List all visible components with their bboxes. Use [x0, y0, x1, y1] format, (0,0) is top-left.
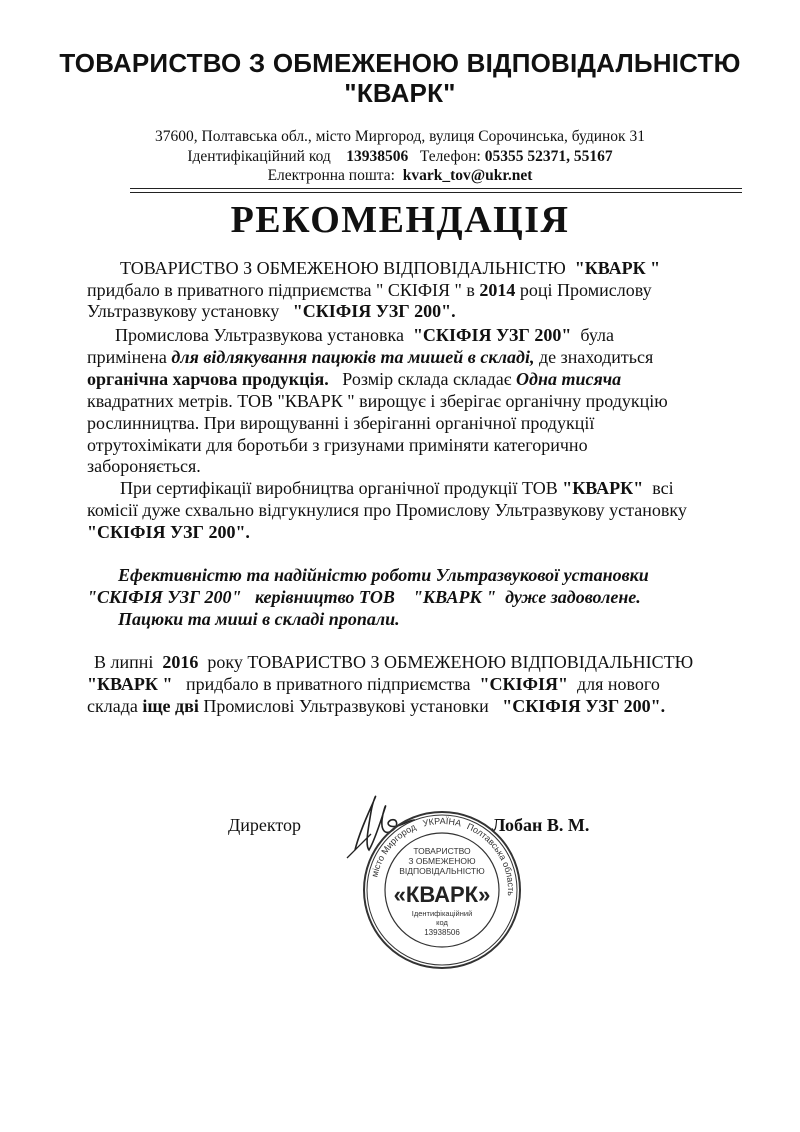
seal-center-name: «КВАРК»: [393, 882, 491, 907]
id-label: Ідентифікаційний код: [187, 148, 331, 165]
text: іще дві: [142, 696, 199, 716]
company-email: [60, 167, 740, 185]
text: Ультразвукову установку: [87, 301, 280, 321]
para4-line2: [87, 587, 641, 608]
text: 2016: [162, 652, 199, 672]
text: Одна тисяча: [516, 369, 622, 389]
para3-line1: [120, 478, 674, 499]
text: Промислові Ультразвукові установки: [203, 696, 489, 716]
seal-inner-line2: З ОБМЕЖЕНОЮ: [408, 856, 476, 866]
para2-line1: [115, 325, 614, 346]
text: придбало в приватного підприємства: [185, 674, 471, 694]
text: "СКІФІЯ УЗГ 200": [412, 325, 572, 345]
para3-line3: "СКІФІЯ УЗГ 200".: [87, 522, 250, 542]
para2-line3: [87, 369, 621, 390]
email-value: kvark_tov@ukr.net: [402, 167, 533, 184]
seal-outer-right: Полтавська область: [465, 821, 517, 897]
text: дуже задоволене.: [505, 587, 641, 607]
company-name-line1: ТОВАРИСТВО З ОБМЕЖЕНОЮ ВІДПОВІДАЛЬНІСТЮ: [59, 48, 741, 78]
para4-line3: Пацюки та миші в складі пропали.: [118, 609, 400, 629]
para2-line7: забороняється.: [87, 456, 201, 476]
text: "СКІФІЯ УЗГ 200".: [502, 696, 666, 716]
text: "КВАРК": [562, 478, 644, 498]
company-name-line2: "КВАРК": [344, 78, 456, 108]
text: всі: [652, 478, 674, 498]
para1-line1: [120, 258, 660, 279]
text: році Промислову: [519, 280, 652, 300]
text: органічна харчова продукція.: [87, 369, 329, 389]
text: "СКІФІЯ УЗГ 200": [87, 587, 242, 607]
seal-id-line1: Ідентифікаційний: [411, 909, 473, 918]
text: "СКІФІЯ": [479, 674, 568, 694]
para2-line5: рослинництва. При вирощуванні і зберіганні органічної продукції: [87, 413, 595, 433]
company-ids: [60, 148, 740, 166]
text: для відлякування пацюків та мишей в складі,: [171, 347, 535, 367]
text: 2014: [479, 280, 516, 300]
para3-line2: комісії дуже схвально відгукнулися про Промислову Ультразвукову установку: [87, 500, 687, 520]
text: склада: [87, 696, 138, 716]
para5-line3: [87, 696, 665, 717]
company-seal: [362, 810, 522, 970]
para1-line2: [87, 280, 652, 301]
id-value: 13938506: [346, 148, 409, 165]
text: керівництво ТОВ: [254, 587, 395, 607]
header-divider-bottom: [130, 192, 742, 193]
text: "КВАРК ": [574, 258, 661, 278]
document-title: РЕКОМЕНДАЦІЯ: [230, 199, 570, 241]
text: "КВАРК ": [412, 587, 497, 607]
text: придбало в приватного підприємства " СКІФІЯ " в: [87, 280, 475, 300]
para5-line2: [87, 674, 660, 695]
header-divider-top: [130, 188, 742, 189]
para2-line2: [87, 347, 653, 368]
para4-line1: Ефективністю та надійністю роботи Ультразвукової установки: [118, 565, 649, 585]
text: примінена: [87, 347, 167, 367]
phone-label: Телефон:: [419, 148, 481, 165]
seal-id-line3: 13938506: [424, 928, 460, 937]
text: "СКІФІЯ УЗГ 200".: [292, 301, 456, 321]
text: ТОВАРИСТВО З ОБМЕЖЕНОЮ ВІДПОВІДАЛЬНІСТЮ: [120, 258, 566, 278]
seal-outer-top: УКРАЇНА: [421, 815, 463, 829]
seal-inner-line1: ТОВАРИСТВО: [413, 846, 471, 856]
text: де знаходиться: [538, 347, 654, 367]
text: для нового: [576, 674, 660, 694]
seal-outer-left: місто Миргород: [369, 821, 418, 879]
email-label: Електронна пошта:: [267, 167, 395, 184]
signature-name: Лобан В. М.: [492, 815, 590, 835]
seal-id-line2: код: [436, 918, 448, 927]
para2-line4: квадратних метрів. ТОВ "КВАРК " вирощує і зберігає органічну продукцію: [87, 391, 668, 411]
para2-line6: отрутохімікати для боротьби з гризунами приміняти категорично: [87, 435, 588, 455]
text: року ТОВАРИСТВО З ОБМЕЖЕНОЮ ВІДПОВІДАЛЬНІСТЮ: [207, 652, 694, 672]
svg-text:УКРАЇНА: [422, 816, 463, 829]
para5-line1: [94, 652, 693, 673]
seal-inner-line3: ВІДПОВІДАЛЬНІСТЮ: [399, 866, 485, 876]
text: В липні: [94, 652, 154, 672]
company-address: 37600, Полтавська обл., місто Миргород, вулиця Сорочинська, будинок 31: [155, 128, 645, 145]
para1-line3: [87, 301, 456, 322]
text: була: [580, 325, 615, 345]
text: Промислова Ультразвукова установка: [115, 325, 404, 345]
signature-role: Директор: [228, 815, 302, 835]
text: При сертифікації виробництва органічної продукції ТОВ: [120, 478, 558, 498]
text: "КВАРК ": [87, 674, 173, 694]
phone-value: 05355 52371, 55167: [484, 148, 613, 165]
text: Розмір склада складає: [342, 369, 512, 389]
